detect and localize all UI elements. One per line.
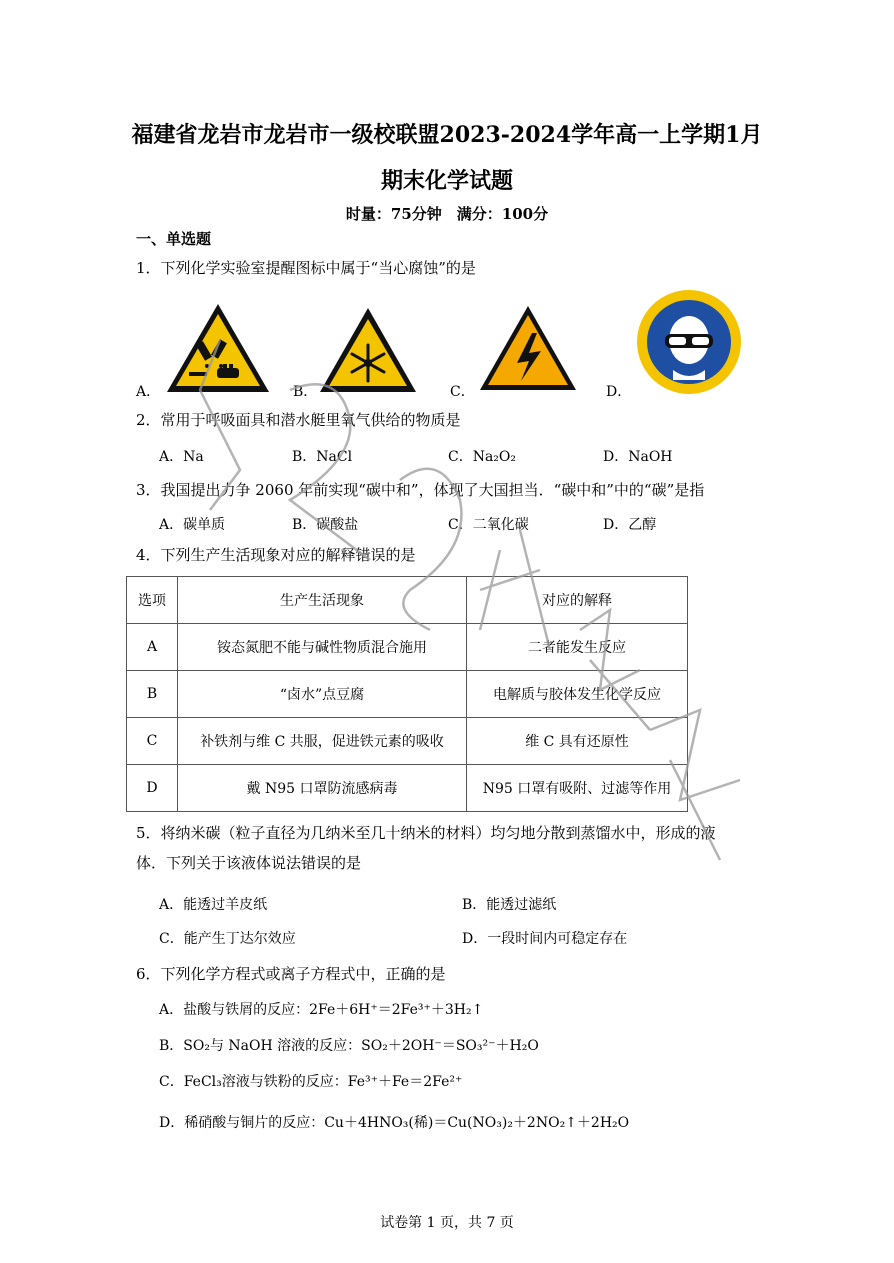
q5-option-b: B．能透过滤纸	[462, 897, 557, 913]
q6-option-a: A．盐酸与铁屑的反应：2Fe＋6H⁺＝2Fe³⁺＋3H₂↑	[159, 1002, 484, 1018]
table-row	[127, 671, 688, 718]
q2-option-b: B．NaCl	[292, 449, 353, 465]
table-row	[127, 624, 688, 671]
corrosion-warning-icon	[163, 300, 273, 400]
page-title-line2: 期末化学试题	[380, 168, 513, 194]
q3-option-d: D．乙醇	[603, 517, 657, 533]
q3-option-c: C．二氧化碳	[448, 517, 529, 533]
q5-option-d: D．一段时间内可稳定存在	[462, 931, 628, 947]
question-2-stem: 2．常用于呼吸面具和潜水艇里氧气供给的物质是	[136, 411, 461, 429]
question-3-stem: 3．我国提出力争 2060 年前实现“碳中和”，体现了大国担当．“碳中和”中的“碳”是指	[136, 481, 705, 499]
q5-option-a: A．能透过羊皮纸	[159, 897, 268, 913]
table-row	[127, 718, 688, 765]
q2-option-a: A．Na	[159, 449, 204, 465]
exam-info: 时量：75分钟 满分：100分	[345, 205, 549, 223]
q1-label-d: D．	[606, 384, 632, 400]
q6-option-b: B．SO₂与 NaOH 溶液的反应：SO₂＋2OH⁻＝SO₃²⁻＋H₂O	[159, 1038, 539, 1054]
explanation-table	[126, 576, 688, 812]
question-1-stem: 1．下列化学实验室提醒图标中属于“当心腐蚀”的是	[136, 259, 476, 277]
table-row	[127, 765, 688, 812]
table-cell: 铵态氮肥不能与碱性物质混合施用	[178, 624, 467, 671]
table-cell: 戴 N95 口罩防流感病毒	[178, 765, 467, 812]
q1-label-b: B．	[293, 384, 318, 400]
table-cell: “卤水”点豆腐	[178, 671, 467, 718]
q6-option-d: D．稀硝酸与铜片的反应：Cu＋4HNO₃(稀)＝Cu(NO₃)₂＋2NO₂↑＋2H₂O	[159, 1115, 630, 1131]
table-header-cell: 选项	[127, 577, 178, 624]
question-5-stem-line2: 体．下列关于该液体说法错误的是	[136, 854, 362, 872]
question-4-stem: 4．下列生产生活现象对应的解释错误的是	[136, 546, 416, 564]
table-cell: 二者能发生反应	[467, 624, 688, 671]
q3-option-a: A．碳单质	[159, 517, 226, 533]
question-5-stem-line1: 5．将纳米碳（粒子直径为几纳米至几十纳米的材料）均匀地分散到蒸馏水中，形成的液	[136, 824, 716, 842]
table-cell: C	[127, 718, 178, 765]
question-6-stem: 6．下列化学方程式或离子方程式中，正确的是	[136, 965, 446, 983]
table-cell: A	[127, 624, 178, 671]
table-cell: B	[127, 671, 178, 718]
q2-option-d: D．NaOH	[603, 449, 673, 465]
table-cell: N95 口罩有吸附、过滤等作用	[467, 765, 688, 812]
q1-label-c: C．	[450, 384, 475, 400]
page-title-line1: 福建省龙岩市龙岩市一级校联盟2023-2024学年高一上学期1月	[131, 122, 763, 148]
table-cell: 电解质与胶体发生化学反应	[467, 671, 688, 718]
table-cell: D	[127, 765, 178, 812]
wear-goggles-icon	[635, 288, 743, 400]
low-temperature-warning-icon	[317, 305, 419, 399]
page-footer: 试卷第 1 页，共 7 页	[380, 1215, 514, 1231]
table-cell: 维 C 具有还原性	[467, 718, 688, 765]
q5-option-c: C．能产生丁达尔效应	[159, 931, 296, 947]
electric-shock-warning-icon	[477, 303, 579, 397]
table-header-cell: 生产生活现象	[178, 577, 467, 624]
q1-label-a: A．	[136, 384, 161, 400]
q3-option-b: B．碳酸盐	[292, 517, 359, 533]
q2-option-c: C．Na₂O₂	[448, 449, 517, 465]
q6-option-c: C．FeCl₃溶液与铁粉的反应：Fe³⁺＋Fe＝2Fe²⁺	[159, 1074, 463, 1090]
table-header-row	[127, 577, 688, 624]
table-header-cell: 对应的解释	[467, 577, 688, 624]
table-cell: 补铁剂与维 C 共服，促进铁元素的吸收	[178, 718, 467, 765]
section-heading: 一、单选题	[136, 230, 212, 248]
